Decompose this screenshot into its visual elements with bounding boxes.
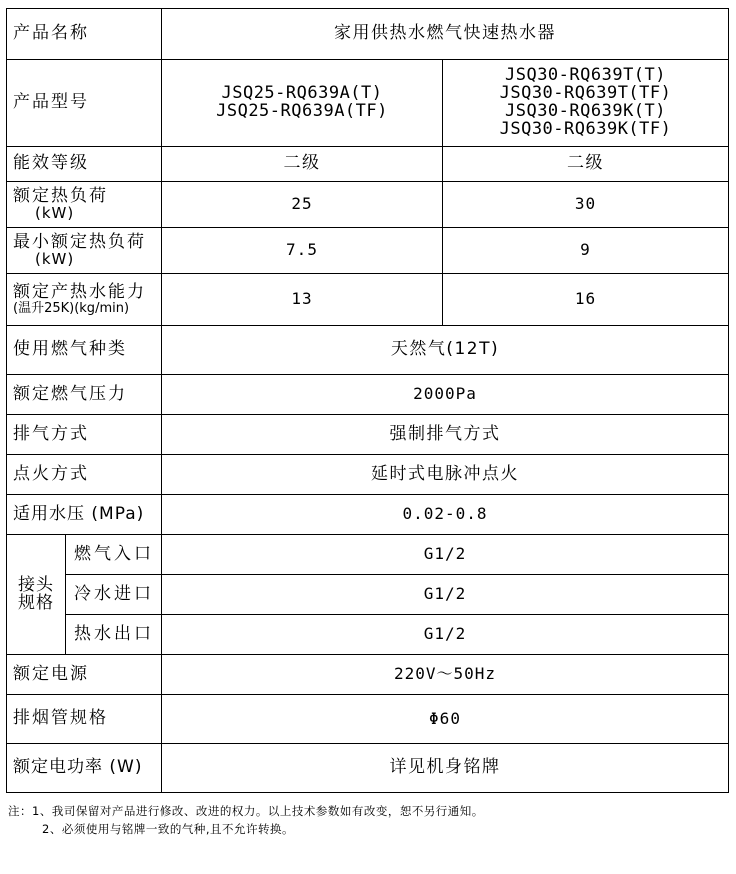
gas-type-label: 使用燃气种类 xyxy=(7,326,162,375)
power-supply-label: 额定电源 xyxy=(7,655,162,695)
capacity-label-text: 额定产热水能力 xyxy=(13,281,146,302)
connector-group-label-2: 规格 xyxy=(18,592,54,613)
flue-label: 排烟管规格 xyxy=(7,695,162,744)
water-pressure-label: 适用水压 (MPa) xyxy=(7,495,162,535)
heat-load-unit: (kW) xyxy=(35,203,75,222)
spec-table xyxy=(6,8,729,793)
heat-load-value-b: 30 xyxy=(443,182,729,228)
ignition-value: 延时式电脉冲点火 xyxy=(162,455,729,495)
gas-inlet-value: G1/2 xyxy=(162,535,729,575)
hot-outlet-value: G1/2 xyxy=(162,615,729,655)
row-exhaust xyxy=(7,415,729,455)
row-ignition xyxy=(7,455,729,495)
heat-load-value-a: 25 xyxy=(162,182,443,228)
row-product-model xyxy=(7,60,729,147)
product-model-b xyxy=(443,60,729,147)
capacity-value-a: 13 xyxy=(162,274,443,326)
gas-inlet-label: 燃气入口 xyxy=(66,535,162,575)
cold-inlet-value: G1/2 xyxy=(162,575,729,615)
model-a-1: JSQ25-RQ639A(T) xyxy=(221,83,383,104)
row-product-name xyxy=(7,9,729,60)
min-heat-load-unit: (kW) xyxy=(35,249,75,268)
product-name-value: 家用供热水燃气快速热水器 xyxy=(162,9,729,60)
power-value: 详见机身铭牌 xyxy=(162,744,729,793)
exhaust-value: 强制排气方式 xyxy=(162,415,729,455)
min-heat-load-value-b: 9 xyxy=(443,228,729,274)
row-power xyxy=(7,744,729,793)
model-b-4: JSQ30-RQ639K(TF) xyxy=(499,118,672,139)
footnote-2: 2、必须使用与铭牌一致的气种,且不允许转换。 xyxy=(42,822,294,836)
gas-type-value: 天然气(12T) xyxy=(162,326,729,375)
water-pressure-value: 0.02-0.8 xyxy=(162,495,729,535)
flue-value: Φ60 xyxy=(162,695,729,744)
power-supply-value: 220V～50Hz xyxy=(162,655,729,695)
row-heat-load xyxy=(7,182,729,228)
cold-inlet-label: 冷水进口 xyxy=(66,575,162,615)
efficiency-value-b: 二级 xyxy=(443,147,729,182)
row-water-pressure xyxy=(7,495,729,535)
row-min-heat-load xyxy=(7,228,729,274)
model-b-3: JSQ30-RQ639K(T) xyxy=(504,101,667,121)
product-name-label: 产品名称 xyxy=(7,9,162,60)
row-gas-inlet xyxy=(7,535,729,575)
model-b-2: JSQ30-RQ639T(TF) xyxy=(499,83,672,104)
row-gas-type xyxy=(7,326,729,375)
min-heat-load-label-text: 最小额定热负荷 xyxy=(13,231,146,252)
capacity-unit: (温升25K)(kg/min) xyxy=(13,300,130,316)
model-a-2: JSQ25-RQ639A(TF) xyxy=(216,101,388,121)
gas-pressure-value: 2000Pa xyxy=(162,375,729,415)
capacity-label xyxy=(7,274,162,326)
row-flue xyxy=(7,695,729,744)
footnote-1: 注：1、我司保留对产品进行修改、改进的权力。以上技术参数如有改变，恕不另行通知。 xyxy=(8,804,484,818)
min-heat-load-value-a: 7.5 xyxy=(162,228,443,274)
efficiency-value-a: 二级 xyxy=(162,147,443,182)
product-model-label: 产品型号 xyxy=(7,60,162,147)
capacity-value-b: 16 xyxy=(443,274,729,326)
efficiency-label: 能效等级 xyxy=(7,147,162,182)
model-b-1: JSQ30-RQ639T(T) xyxy=(504,65,667,86)
heat-load-label-text: 额定热负荷 xyxy=(13,185,108,206)
footnotes xyxy=(8,802,728,838)
connector-group-label xyxy=(7,535,66,655)
exhaust-label: 排气方式 xyxy=(7,415,162,455)
row-capacity xyxy=(7,274,729,326)
row-cold-inlet xyxy=(7,575,729,615)
row-hot-outlet xyxy=(7,615,729,655)
product-model-a xyxy=(162,60,443,147)
ignition-label: 点火方式 xyxy=(7,455,162,495)
hot-outlet-label: 热水出口 xyxy=(66,615,162,655)
row-power-supply xyxy=(7,655,729,695)
row-gas-pressure xyxy=(7,375,729,415)
gas-pressure-label: 额定燃气压力 xyxy=(7,375,162,415)
connector-group-label-1: 接头 xyxy=(18,574,54,595)
power-label: 额定电功率 (W) xyxy=(7,744,162,793)
min-heat-load-label xyxy=(7,228,162,274)
row-efficiency xyxy=(7,147,729,182)
heat-load-label xyxy=(7,182,162,228)
